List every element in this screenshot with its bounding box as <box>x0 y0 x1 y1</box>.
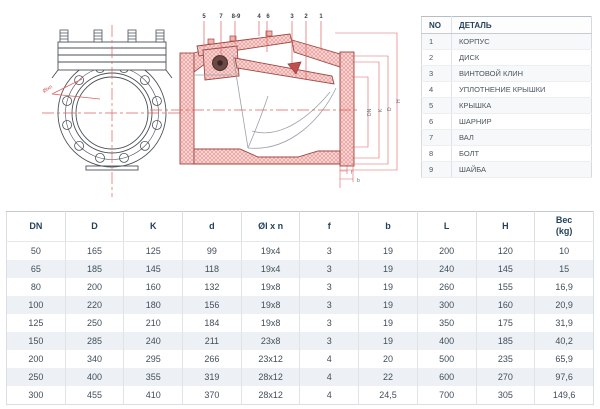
table-row <box>422 82 592 98</box>
table-header-cell: K <box>124 212 183 242</box>
table-cell: 4 <box>300 368 359 386</box>
table-cell: 295 <box>124 350 183 368</box>
table-cell: 410 <box>124 386 183 405</box>
table-cell: КРЫШКА <box>452 98 592 114</box>
table-cell: 3 <box>300 332 359 350</box>
table-cell: 3 <box>300 314 359 332</box>
table-cell: ВАЛ <box>452 130 592 146</box>
table-cell: 165 <box>65 241 124 260</box>
table-cell: 145 <box>476 260 535 278</box>
table-cell: 20,9 <box>555 299 573 310</box>
bottom-wall <box>194 149 340 164</box>
bolt-callout-label: Ølxn <box>41 84 54 95</box>
table-cell: 19 <box>359 296 418 314</box>
table-row <box>422 146 592 162</box>
table-cell: 250 <box>7 368 66 386</box>
table-row <box>422 66 592 82</box>
table-row <box>422 114 592 130</box>
left-flange <box>180 53 194 164</box>
table-cell: 455 <box>65 386 124 405</box>
table-cell: 99 <box>183 241 242 260</box>
table-cell: 4 <box>300 350 359 368</box>
table-cell: 19 <box>359 241 418 260</box>
table-cell: 350 <box>417 314 476 332</box>
table-cell: 20 <box>359 350 418 368</box>
table-header-cell: L <box>417 212 476 242</box>
callout-2: 2 <box>304 14 308 20</box>
parts-header-no: NO <box>422 17 452 34</box>
dim-label-k: K <box>378 108 384 112</box>
table-cell: 319 <box>183 368 242 386</box>
table-cell: 156 <box>183 296 242 314</box>
callout-5: 5 <box>202 14 206 20</box>
callout-1: 1 <box>319 14 323 20</box>
table-cell: 19x4 <box>241 260 300 278</box>
table-row <box>422 162 592 178</box>
table-row <box>422 130 592 146</box>
table-cell: 19 <box>359 314 418 332</box>
table-header-cell: D <box>65 212 124 242</box>
parts-header-row <box>422 17 592 34</box>
table-cell: 200 <box>65 278 124 296</box>
table-cell: УПЛОТНЕНИЕ КРЫШКИ <box>452 82 592 98</box>
table-cell: 185 <box>65 260 124 278</box>
table-cell: 200 <box>417 241 476 260</box>
table-cell: 19x8 <box>241 296 300 314</box>
table-header-cell: d <box>183 212 242 242</box>
table-cell: БОЛТ <box>452 146 592 162</box>
table-cell: 97,6 <box>555 371 573 382</box>
table-cell: 285 <box>65 332 124 350</box>
table-cell: 1 <box>422 34 452 50</box>
table-row <box>7 241 594 260</box>
parts-header-detail: ДЕТАЛЬ <box>452 17 592 34</box>
table-cell: 240 <box>124 332 183 350</box>
table-cell: ВИНТОВОЙ КЛИН <box>452 66 592 82</box>
table-header-cell: DN <box>7 212 66 242</box>
table-cell: 370 <box>183 386 242 405</box>
table-cell: ШАЙБА <box>452 162 592 178</box>
table-row <box>7 332 594 350</box>
table-cell: 175 <box>476 314 535 332</box>
table-row <box>7 314 594 332</box>
table-cell: 19 <box>359 278 418 296</box>
table-row <box>7 260 594 278</box>
table-row <box>7 350 594 368</box>
table-cell: 160 <box>476 296 535 314</box>
table-cell: 4 <box>300 386 359 405</box>
table-cell: 22 <box>359 368 418 386</box>
table-cell: 3 <box>300 241 359 260</box>
table-cell: 184 <box>183 314 242 332</box>
dim-label-b: b <box>357 178 360 184</box>
table-cell: 65 <box>7 260 66 278</box>
dim-label-f: f <box>351 170 353 176</box>
callout-3: 3 <box>290 14 294 20</box>
table-cell: 28x12 <box>241 368 300 386</box>
table-cell: 19x4 <box>241 241 300 260</box>
table-cell: 7 <box>422 130 452 146</box>
table-cell: 19 <box>359 332 418 350</box>
table-row <box>422 98 592 114</box>
table-cell: 15 <box>559 263 570 274</box>
table-cell: 8 <box>422 146 452 162</box>
table-row <box>7 368 594 386</box>
callout-7: 7 <box>219 14 223 20</box>
table-cell: 155 <box>476 278 535 296</box>
dims-table-body <box>7 241 594 404</box>
table-header-cell: Øl x n <box>241 212 300 242</box>
table-cell: 2 <box>422 50 452 66</box>
valve-drawing-svg <box>0 0 420 210</box>
table-cell: 19x8 <box>241 278 300 296</box>
table-cell: 4 <box>422 82 452 98</box>
table-cell: 260 <box>417 278 476 296</box>
right-flange <box>340 52 354 166</box>
technical-drawing-area <box>0 0 420 210</box>
table-cell: 125 <box>7 314 66 332</box>
table-cell: 120 <box>476 241 535 260</box>
callout-numbers <box>202 14 323 20</box>
table-cell: ШАРНИР <box>452 114 592 130</box>
table-cell: 400 <box>65 368 124 386</box>
table-cell: 50 <box>7 241 66 260</box>
table-cell: ДИСК <box>452 50 592 66</box>
table-cell: 23x8 <box>241 332 300 350</box>
table-header-cell: b <box>359 212 418 242</box>
table-cell: 270 <box>476 368 535 386</box>
table-cell: 180 <box>124 296 183 314</box>
hinge-arm <box>235 58 334 84</box>
table-cell: 210 <box>124 314 183 332</box>
table-cell: 240 <box>417 260 476 278</box>
table-cell: 150 <box>7 332 66 350</box>
table-cell: 19 <box>359 260 418 278</box>
dim-label-dn: DN <box>367 108 373 116</box>
table-cell: 40,2 <box>555 335 573 346</box>
table-row <box>422 50 592 66</box>
parts-table <box>421 16 592 178</box>
table-cell: 3 <box>300 296 359 314</box>
table-row <box>7 386 594 405</box>
table-cell: 235 <box>476 350 535 368</box>
table-cell: 149,6 <box>552 389 576 400</box>
table-cell: 118 <box>183 260 242 278</box>
callout-6: 6 <box>266 14 270 20</box>
table-cell: 6 <box>422 114 452 130</box>
callout-8-9: 8-9 <box>231 14 241 20</box>
table-cell: 185 <box>476 332 535 350</box>
table-header-cell: H <box>476 212 535 242</box>
table-cell: 23x12 <box>241 350 300 368</box>
bolt-callout <box>42 79 100 99</box>
table-cell: 200 <box>7 350 66 368</box>
table-cell: 300 <box>7 386 66 405</box>
table-cell: 266 <box>183 350 242 368</box>
shaft-center <box>217 60 223 66</box>
table-cell: 211 <box>183 332 242 350</box>
table-cell: КОРПУС <box>452 34 592 50</box>
table-cell: 16,9 <box>555 281 573 292</box>
table-cell: 700 <box>417 386 476 405</box>
table-row <box>7 296 594 314</box>
table-row <box>7 278 594 296</box>
table-cell: 132 <box>183 278 242 296</box>
dim-label-d: D <box>387 107 393 111</box>
table-cell: 10 <box>559 245 570 256</box>
dimensions-table <box>6 211 594 405</box>
table-cell: 31,9 <box>555 317 573 328</box>
table-row <box>422 34 592 50</box>
table-header-cell: f <box>300 212 359 242</box>
table-cell: 355 <box>124 368 183 386</box>
table-cell: 600 <box>417 368 476 386</box>
table-cell: 400 <box>417 332 476 350</box>
table-cell: 3 <box>422 66 452 82</box>
table-cell: 250 <box>65 314 124 332</box>
table-cell: 145 <box>124 260 183 278</box>
table-cell: 160 <box>124 278 183 296</box>
table-cell: 305 <box>476 386 535 405</box>
dimension-labels <box>351 99 402 184</box>
table-cell: 125 <box>124 241 183 260</box>
table-cell: 24,5 <box>359 386 418 405</box>
table-cell: 3 <box>300 260 359 278</box>
table-cell: 19x8 <box>241 314 300 332</box>
table-header-cell: Вес (kg) <box>535 212 594 242</box>
table-cell: 9 <box>422 162 452 178</box>
table-cell: 28x12 <box>241 386 300 405</box>
dims-header-row <box>7 212 594 242</box>
parts-table-body <box>422 34 592 178</box>
dim-label-h: H <box>396 99 402 103</box>
table-cell: 220 <box>65 296 124 314</box>
table-cell: 65,9 <box>555 353 573 364</box>
table-cell: 500 <box>417 350 476 368</box>
table-cell: 100 <box>7 296 66 314</box>
table-cell: 340 <box>65 350 124 368</box>
table-cell: 5 <box>422 98 452 114</box>
callout-4: 4 <box>257 14 261 20</box>
table-cell: 80 <box>7 278 66 296</box>
table-cell: 300 <box>417 296 476 314</box>
table-cell: 3 <box>300 278 359 296</box>
